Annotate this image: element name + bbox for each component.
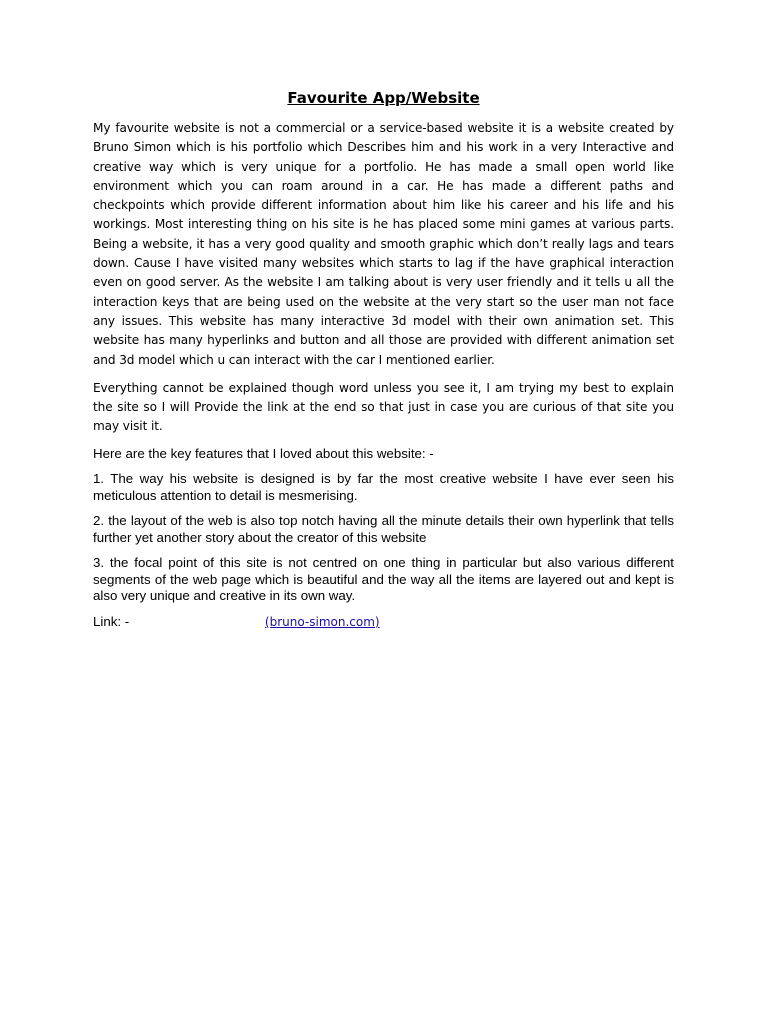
features-intro: Here are the key features that I loved about this website: - [93, 445, 434, 461]
document-title: Favourite App/Website [287, 89, 480, 107]
feature-item-3: 3. the focal point of this site is not centred on one thing in particular but also various different segments of the web page which is beautiful and the way all the items are layered out and kept is also very unique and creative in its own way. [93, 555, 674, 604]
document-page [93, 86, 674, 630]
feature-item-1: 1. The way his website is designed is by far the most creative website I have ever seen his meticulous attention to detail is mesmerising. [93, 471, 674, 503]
link-line [93, 614, 674, 631]
body-paragraph-2: Everything cannot be explained though word unless you see it, I am trying my best to explain the site so I will Provide the link at the end so that just in case you are curious of that site you may visit it. [93, 380, 674, 434]
feature-item-2: 2. the layout of the web is also top notch having all the minute details their own hyperlink that tells further yet another story about the creator of this website [93, 513, 674, 545]
link-text: (bruno-simon.com) [264, 614, 380, 629]
website-link[interactable] [133, 615, 380, 629]
link-label: Link: - [93, 613, 130, 629]
body-paragraph-1: My favourite website is not a commercial or a service-based website it is a website created by Bruno Simon which is his portfolio which Describes him and his work in a very Interactive and creative way which is very unique for a portfolio. He has made a small open world like environment which you can roam around in a car. He has made a different paths and checkpoints which provide different information about him like his career and his life and his workings. Most interesting thing on his site is he has placed some mini games at various parts. Being a website, it has a very good quality and smooth graphic which don’t really lags and tears down. Cause I have visited many websites which starts to lag if the have graphical interaction even on good server. As the website I am talking about is very user friendly and it tells u all the interaction keys that are being used on the website at the very start so the user man not face any issues. This website has many interactive 3d model with their own animation set. This website has many hyperlinks and button and all those are provided with different animation set and 3d model which u can interact with the car I mentioned earlier. [93, 121, 674, 367]
